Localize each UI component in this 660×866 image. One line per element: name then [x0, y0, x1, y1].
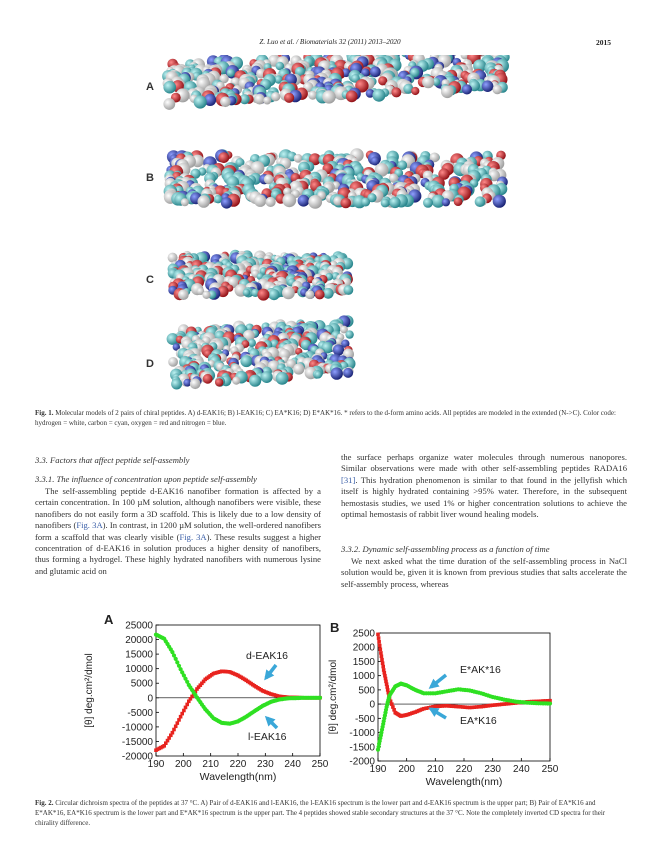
- fig3a-link-1[interactable]: Fig. 3A: [76, 520, 103, 531]
- fig1-caption: [35, 408, 627, 428]
- hydrogen-atom: [232, 377, 240, 385]
- oxygen-atom: [215, 378, 223, 386]
- y-tick-label: -20000: [121, 751, 153, 763]
- y-tick-label: -1500: [349, 742, 375, 754]
- hydrogen-atom: [198, 195, 210, 207]
- ref-31-link[interactable]: [31]: [341, 474, 356, 485]
- oxygen-atom: [392, 88, 402, 98]
- oxygen-atom: [411, 87, 419, 95]
- fig2-caption-label: Fig. 2.: [35, 799, 54, 807]
- carbon-atom: [163, 81, 176, 94]
- y-tick-label: 0: [147, 693, 153, 705]
- plot-frame: [378, 633, 550, 761]
- x-tick-label: 220: [455, 764, 473, 775]
- y-tick-label: -500: [354, 713, 375, 725]
- nitrogen-atom: [333, 344, 344, 355]
- hydrogen-atom: [163, 98, 175, 110]
- x-axis-label: Wavelength(nm): [425, 776, 503, 788]
- y-tick-label: -2000: [349, 756, 375, 768]
- oxygen-atom: [203, 374, 213, 384]
- data-point: [182, 709, 186, 713]
- x-tick-label: 190: [147, 759, 165, 770]
- nitrogen-atom: [493, 195, 506, 208]
- molecule-e-ak-16: [167, 315, 356, 389]
- oxygen-atom: [257, 289, 269, 301]
- carbon-atom: [276, 372, 289, 385]
- fig2-caption: [35, 798, 627, 828]
- right-column-text: [341, 452, 627, 520]
- x-tick-label: 250: [311, 759, 329, 770]
- paragraph-hydration: [341, 452, 627, 520]
- nitrogen-atom: [370, 66, 381, 77]
- x-tick-label: 210: [426, 764, 444, 775]
- carbon-atom: [372, 89, 385, 102]
- chart-b-plot: [328, 620, 559, 788]
- y-tick-label: -5000: [127, 707, 153, 719]
- hydrogen-atom: [322, 90, 335, 103]
- data-point: [380, 655, 384, 659]
- fig1-molecular-models: [160, 55, 520, 395]
- fig1-label-c: C: [146, 274, 154, 286]
- hydrogen-atom: [308, 195, 322, 209]
- carbon-atom: [381, 199, 390, 208]
- data-point: [381, 661, 385, 665]
- y-tick-label: 1000: [352, 671, 375, 683]
- chart-a: [80, 615, 330, 790]
- nitrogen-atom: [482, 80, 494, 92]
- x-axis-label: Wavelength(nm): [199, 771, 277, 783]
- y-tick-label: 500: [358, 685, 375, 697]
- fig1-label-d: D: [146, 358, 154, 370]
- plot-frame: [156, 625, 320, 756]
- carbon-atom: [361, 198, 370, 207]
- carbon-atom: [268, 289, 279, 300]
- x-tick-label: 230: [484, 764, 502, 775]
- para-text-2: ). In contrast, in 1200 µM solution, the well-ordered nanofibers form a scaffold that was clearly visible (: [35, 520, 321, 542]
- fig1-label-a: A: [146, 81, 154, 93]
- data-point: [377, 636, 381, 640]
- carbon-atom: [344, 285, 354, 295]
- x-tick-label: 250: [541, 764, 559, 775]
- series-annotation: d-EAK16: [246, 650, 289, 662]
- hydrogen-atom: [181, 198, 189, 206]
- oxygen-atom: [315, 290, 325, 300]
- x-tick-label: 200: [174, 759, 192, 770]
- carbon-atom: [315, 371, 323, 379]
- carbon-atom: [423, 198, 433, 208]
- nitrogen-atom: [442, 198, 450, 206]
- chart-b: [326, 615, 566, 790]
- carbon-atom: [261, 371, 273, 383]
- y-tick-label: 15000: [125, 649, 153, 661]
- y-tick-label: 5000: [130, 678, 153, 690]
- para-text-5: . This hydration phenomenon is similar to that found in the jellyfish which itself is highly hydrated containing >95% water. Therefore, in the subsequent hemostasis studies, we used 1% or higher concentration solutions to achieve the optimal hemostasis of rabbit liver wound healing models.: [341, 474, 627, 520]
- carbon-atom: [240, 355, 252, 367]
- hydrogen-atom: [254, 94, 265, 105]
- oxygen-atom: [284, 93, 294, 103]
- molecule-d-eak16: [162, 55, 510, 110]
- x-tick-label: 240: [284, 759, 302, 770]
- y-tick-label: -1000: [349, 728, 375, 740]
- hydrogen-atom: [202, 291, 210, 299]
- carbon-atom: [243, 289, 251, 297]
- data-point: [381, 665, 385, 669]
- hydrogen-atom: [282, 287, 295, 300]
- x-tick-label: 210: [202, 759, 220, 770]
- section-3-3-title: 3.3. Factors that affect peptide self-assembly: [35, 455, 190, 465]
- data-point: [318, 696, 322, 700]
- hydrogen-atom: [266, 197, 276, 207]
- y-tick-label: 10000: [125, 664, 153, 676]
- page-number: 2015: [596, 38, 611, 47]
- hydrogen-atom: [168, 357, 178, 367]
- x-tick-label: 220: [229, 759, 247, 770]
- data-point: [180, 712, 184, 716]
- hydrogen-atom: [422, 76, 434, 88]
- y-tick-label: 2500: [352, 628, 375, 640]
- chart-a-plot: [84, 615, 329, 783]
- hydrogen-atom: [168, 253, 178, 263]
- y-tick-label: 20000: [125, 635, 153, 647]
- panel-label: B: [330, 620, 340, 635]
- fig1-caption-label: Fig. 1.: [35, 409, 54, 417]
- data-point: [377, 640, 381, 644]
- y-tick-label: 0: [369, 699, 375, 711]
- nitrogen-atom: [298, 195, 310, 207]
- data-point: [174, 725, 178, 729]
- hydrogen-atom: [441, 86, 454, 99]
- oxygen-atom: [454, 197, 463, 206]
- hydrogen-atom: [293, 363, 304, 374]
- oxygen-atom: [218, 152, 229, 163]
- hydrogen-atom: [308, 91, 317, 100]
- para-text-1: The self-assembling peptide d-EAK16 nanofiber formation is affected by a certain concentration. In 100 µM solution, although nanofibers were visible, these nanofibers do not easily form a 3D scaffold. This is likely due to a low density of nanofibers (: [35, 486, 321, 531]
- molecule-l-eak16: [164, 148, 508, 209]
- series-annotation: l-EAK16: [248, 731, 287, 743]
- paragraph-concentration: [35, 486, 321, 577]
- y-tick-label: 25000: [125, 620, 153, 632]
- hydrogen-atom: [282, 193, 296, 207]
- fig2-caption-text: Circular dichroism spectra of the peptides at 37 °C. A) Pair of d-EAK16 and l-EAK16, the l-EAK16 spectrum is the lower part and d-EAK16 spectrum is the upper part; B) Pair of EA*K16 and E*AK*16, EA*K16 spectrum is the lower part and E*AK*16 spectrum is the upper part. The 4 peptides showed stable secondary structures at the 37 °C. Note the completely inverted CD spectra for their chirality difference.: [35, 799, 606, 827]
- fig3a-link-2[interactable]: Fig. 3A: [179, 531, 207, 542]
- carbon-atom: [249, 375, 261, 387]
- x-tick-label: 190: [369, 764, 387, 775]
- hydrogen-atom: [305, 290, 314, 299]
- nitrogen-atom: [221, 197, 232, 208]
- y-tick-label: 1500: [352, 656, 375, 668]
- data-point: [172, 728, 176, 732]
- data-point: [176, 721, 180, 725]
- carbon-atom: [227, 69, 235, 77]
- data-point: [380, 658, 384, 662]
- right-column-text-2: [341, 556, 627, 590]
- data-point: [378, 644, 382, 648]
- carbon-atom: [171, 379, 182, 390]
- carbon-atom: [475, 196, 486, 207]
- y-tick-label: 2000: [352, 642, 375, 654]
- hydrogen-atom: [493, 85, 503, 95]
- data-point: [177, 718, 181, 722]
- molecule-ea-k16: [168, 250, 354, 301]
- series-annotation: EA*K16: [460, 715, 497, 727]
- y-axis-label: [θ] deg.cm²/dmol: [84, 653, 95, 728]
- x-tick-label: 200: [398, 764, 416, 775]
- para-text-3: ). These results suggest a higher concentration of d-EAK16 in solution produces a higher density of nanofibers, thus forming a hydrogel. These highly hydrated nanofibers with numerous lysine and glutamic acid on: [35, 531, 321, 576]
- section-3-3-1-title: 3.3.1. The influence of concentration upon peptide self-assembly: [35, 474, 257, 484]
- fig1-caption-text: Molecular models of 2 pairs of chiral peptides. A) d-EAK16; B) l-EAK16; C) EA*K16; D) E*AK*16. * refers to the d-form amino acids. All peptides are modeled in the extended (N->C). Color code: hydrogen = white, carbon = cyan, oxygen = red and nitrogen = blue.: [35, 409, 616, 427]
- section-3-3-2-title: 3.3.2. Dynamic self-assembling process as a function of time: [341, 544, 550, 554]
- data-point: [185, 703, 189, 707]
- series-annotation: E*AK*16: [460, 664, 501, 676]
- data-point: [179, 715, 183, 719]
- hydrogen-atom: [254, 195, 266, 207]
- data-point: [376, 633, 380, 637]
- data-point: [379, 651, 383, 655]
- oxygen-atom: [346, 90, 358, 102]
- nitrogen-atom: [331, 367, 343, 379]
- x-tick-label: 240: [512, 764, 530, 775]
- x-tick-label: 230: [256, 759, 274, 770]
- fig1-label-b: B: [146, 172, 154, 184]
- carbon-atom: [194, 95, 207, 108]
- carbon-atom: [389, 197, 400, 208]
- data-point: [548, 701, 552, 705]
- hydrogen-atom: [190, 379, 201, 390]
- data-point: [171, 731, 175, 735]
- carbon-atom: [345, 330, 353, 338]
- left-column-text: [35, 486, 321, 577]
- nitrogen-atom: [462, 84, 472, 94]
- hydrogen-atom: [220, 97, 231, 108]
- running-title: Z. Luo et al. / Biomaterials 32 (2011) 2013–2020: [259, 38, 401, 46]
- data-point: [379, 647, 383, 651]
- hydrogen-atom: [178, 289, 189, 300]
- y-tick-label: -15000: [121, 736, 153, 748]
- nitrogen-atom: [343, 368, 353, 378]
- y-axis-label: [θ] deg.cm²/dmol: [328, 659, 339, 735]
- oxygen-atom: [341, 198, 352, 209]
- hydrogen-atom: [263, 97, 271, 105]
- paragraph-dynamic: We next asked what the time duration of the self-assembling process in NaCl solution would be, given it is known from previous studies that salts accelerate the self-assembly process, whereas: [341, 556, 627, 589]
- panel-label: A: [104, 615, 114, 627]
- para-text-4: the surface perhaps organize water molecules through numerous nanopores. Similar observations were made with other self-assembling peptides RADA16: [341, 452, 627, 474]
- hydrogen-atom: [271, 92, 280, 101]
- y-tick-label: -10000: [121, 722, 153, 734]
